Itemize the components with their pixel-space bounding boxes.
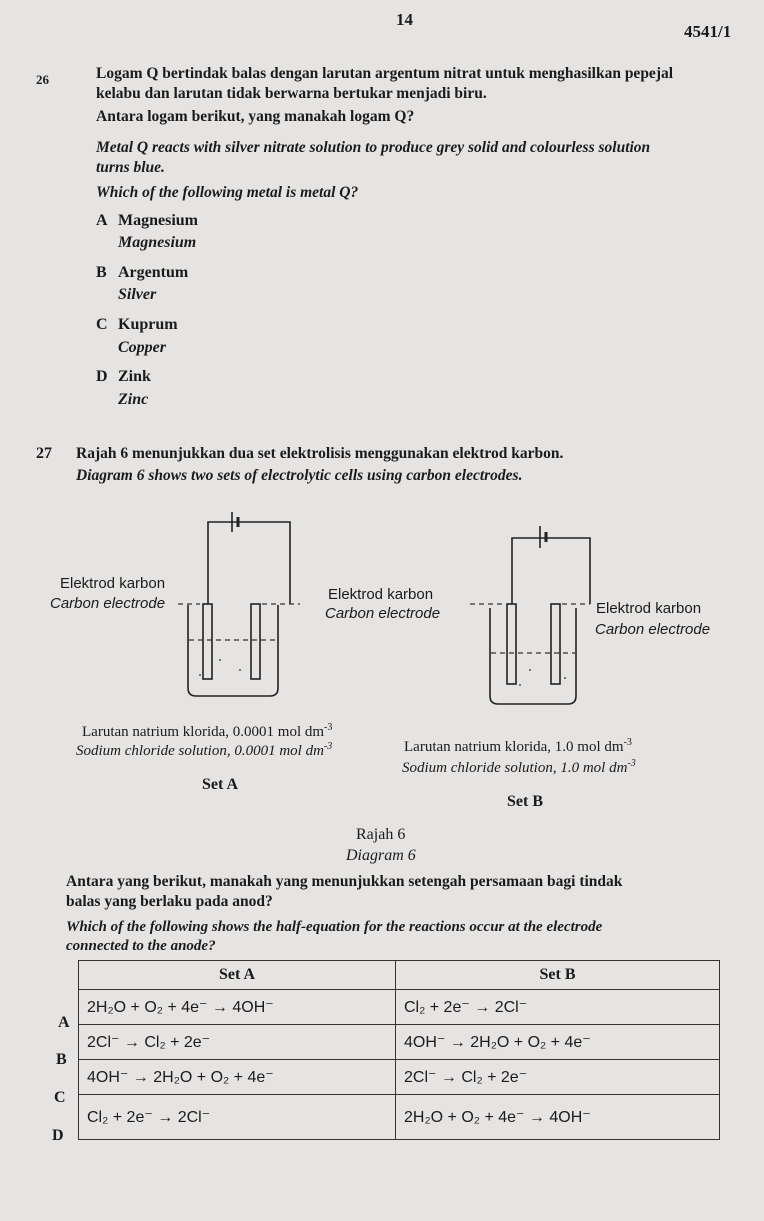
answer-letter-d: D — [52, 1127, 64, 1144]
set-a-electrode-left — [203, 604, 212, 679]
col-set-a-header: Set A — [79, 961, 396, 990]
option-english: Silver — [118, 286, 157, 303]
answer-row-a[interactable] — [79, 990, 720, 1025]
set-b-label: Set B — [507, 793, 543, 810]
set-b-beaker — [490, 608, 576, 704]
set-a-beaker — [188, 605, 278, 696]
q26-number: 26 — [36, 72, 49, 87]
option-english: Copper — [118, 339, 166, 356]
set-a-wire — [208, 522, 290, 604]
set-b-electrode-left — [507, 604, 516, 684]
col-set-b-header: Set B — [396, 961, 720, 990]
label-carbon-electrode-c-malay: Elektrod karbon — [596, 600, 702, 617]
label-carbon-electrode-b-malay: Elektrod karbon — [328, 586, 434, 603]
option-letter: A — [96, 212, 108, 229]
option-english: Magnesium — [118, 234, 197, 251]
option-letter: B — [96, 264, 107, 281]
paper-code: 4541/1 — [684, 22, 732, 41]
option-letter: C — [96, 316, 108, 333]
solution-b-malay: Larutan natrium klorida, 1.0 mol $dm^{-3}$ — [404, 737, 632, 755]
q27-malay-question-line1: Antara yang berikut, manakah yang menunjukkan setengah persamaan bagi tindak — [66, 873, 623, 890]
diagram-caption-english: Diagram 6 — [346, 847, 416, 864]
label-carbon-electrode-a-malay: Elektrod karbon — [60, 575, 166, 592]
label-carbon-electrode-b-english: Carbon electrode — [325, 605, 441, 622]
label-carbon-electrode-a-english: Carbon electrode — [50, 595, 166, 612]
page-number: 14 — [396, 10, 413, 29]
option-english: Zinc — [118, 391, 149, 408]
set-b-wire — [512, 538, 590, 604]
answer-row-c[interactable] — [79, 1060, 720, 1095]
q27-malay-question-line2: balas yang berlaku pada anod? — [66, 893, 273, 910]
solution-a-english: Sodium chloride solution, 0.0001 mol $dm^{-3}$ — [76, 741, 333, 759]
option-malay: Zink — [118, 368, 151, 385]
q26-malay-line1: Logam Q bertindak balas dengan larutan argentum nitrat untuk menghasilkan pepejal — [96, 65, 674, 82]
q27-malay-intro: Rajah 6 menunjukkan dua set elektrolisis menggunakan elektrod karbon. — [76, 445, 564, 462]
set-b-equation: 2H₂O + O₂ + 4e⁻ → 4OH⁻ — [396, 1095, 720, 1140]
set-a-electrode-right — [251, 604, 260, 679]
answer-letter-a: A — [58, 1014, 70, 1031]
q26-english-line1: Metal Q reacts with silver nitrate solution to produce grey solid and colourless solution — [96, 139, 651, 156]
option-malay: Magnesium — [118, 212, 198, 229]
set-a-equation: 2H₂O + O₂ + 4e⁻ → 4OH⁻ — [79, 990, 396, 1025]
q26-english-question: Which of the following metal is metal Q? — [96, 184, 359, 201]
q26-malay-question: Antara logam berikut, yang manakah logam Q? — [96, 108, 415, 125]
set-a-label: Set A — [202, 776, 238, 793]
q26-english-line2: turns blue. — [96, 159, 165, 176]
q27-english-question-line2: connected to the anode? — [66, 938, 216, 954]
answer-letter-b: B — [56, 1051, 67, 1068]
set-b-equation: 2Cl⁻ → Cl₂ + 2e⁻ — [396, 1060, 720, 1095]
set-b-equation: 4OH⁻ → 2H₂O + O₂ + 4e⁻ — [396, 1025, 720, 1060]
set-a-equation: Cl₂ + 2e⁻ → 2Cl⁻ — [79, 1095, 396, 1140]
q27-english-intro: Diagram 6 shows two sets of electrolytic cells using carbon electrodes. — [76, 467, 523, 484]
answer-letter-c: C — [54, 1089, 66, 1106]
set-a-equation: 2Cl⁻ → Cl₂ + 2e⁻ — [79, 1025, 396, 1060]
q26-malay-line2: kelabu dan larutan tidak berwarna bertukar menjadi biru. — [96, 85, 487, 102]
solution-b-english: Sodium chloride solution, 1.0 mol $dm^{-3}$ — [402, 758, 636, 776]
option-malay: Kuprum — [118, 316, 178, 333]
diagram-caption-malay: Rajah 6 — [356, 826, 406, 843]
option-malay: Argentum — [118, 264, 189, 281]
solution-a-malay: Larutan natrium klorida, 0.0001 mol $dm^{-3}$ — [82, 722, 333, 740]
label-carbon-electrode-c-english: Carbon electrode — [595, 621, 711, 638]
set-b-equation: Cl₂ + 2e⁻ → 2Cl⁻ — [396, 990, 720, 1025]
answer-row-b[interactable] — [79, 1025, 720, 1060]
q27-english-question-line1: Which of the following shows the half-equation for the reactions occur at the electrode — [66, 919, 603, 935]
set-a-equation: 4OH⁻ → 2H₂O + O₂ + 4e⁻ — [79, 1060, 396, 1095]
option-letter: D — [96, 368, 108, 385]
answer-table — [78, 960, 720, 1140]
set-b-electrode-right — [551, 604, 560, 684]
q27-number: 27 — [36, 445, 52, 462]
answer-row-d[interactable] — [79, 1095, 720, 1140]
